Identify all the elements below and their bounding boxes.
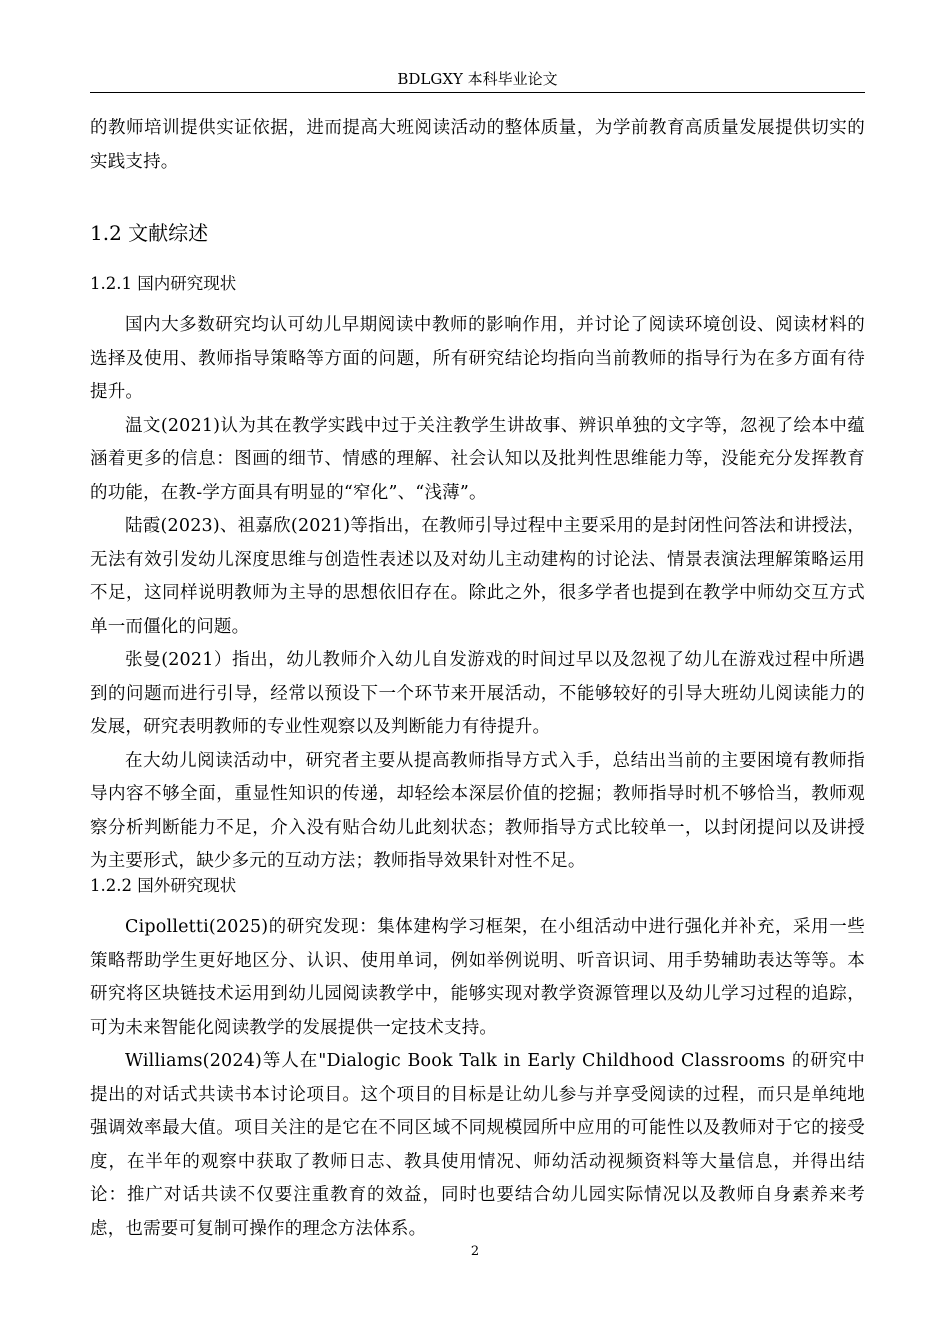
page-header — [90, 66, 865, 93]
foreign-paragraph-2: Williams(2024)等人在"Dialogic Book Talk in Early Childhood Classrooms 的研究中提出的对话式共读书本讨论项目。这个项目的目标是让幼儿参与并享受阅读的过程，而只是单纯地强调效率最大值。项目关注的是它在不同区域不同规模园所中应用的可能性以及教师对于它的接受度，在半年的观察中获取了教师日志、教具使用情况、师幼活动视频资料等大量信息，并得出结论：推广对话共读不仅要注重教育的效益，同时也要结合幼儿园实际情况以及教师自身素养来考虑，也需要可复制可操作的理念方法体系。 — [90, 1051, 865, 1239]
domestic-block — [90, 309, 865, 879]
domestic-paragraph-5: 在大幼儿阅读活动中，研究者主要从提高教师指导方式入手，总结出当前的主要困境有教师指导内容不够全面，重显性知识的传递，却轻绘本深层价值的挖掘；教师指导时机不够恰当，教师观察分析判断能力不足，介入没有贴合幼儿此刻状态；教师指导方式比较单一，以封闭提问以及讲授为主要形式，缺少多元的互动方法；教师指导效果针对性不足。 — [90, 750, 865, 871]
foreign-paragraph-1: Cipolletti(2025)的研究发现：集体建构学习框架，在小组活动中进行强化并补充，采用一些策略帮助学生更好地区分、认识、使用单词，例如举例说明、听音识词、用手势辅助表达等等。本研究将区块链技术运用到幼儿园阅读教学中，能够实现对教学资源管理以及幼儿学习过程的追踪，可为未来智能化阅读教学的发展提供一定技术支持。 — [90, 917, 865, 1038]
foreign-block — [90, 911, 865, 1246]
foreign-subsection-title: 1.2.2 国外研究现状 — [90, 876, 237, 895]
domestic-paragraph-2: 温文(2021)认为其在教学实践中过于关注教学生讲故事、辨识单独的文字等，忽视了绘本中蕴涵着更多的信息：图画的细节、情感的理解、社会认知以及批判性思维能力等，没能充分发挥教育的功能，在教-学方面具有明显的“窄化”、“浅薄”。 — [90, 415, 865, 503]
header-title: BDLGXY 本科毕业论文 — [397, 70, 558, 88]
intro-paragraph: 的教师培训提供实证依据，进而提高大班阅读活动的整体质量，为学前教育高质量发展提供切实的实践支持。 — [90, 118, 865, 172]
domestic-subsection-title: 1.2.1 国内研究现状 — [90, 274, 237, 293]
domestic-paragraph-3: 陆霞(2023)、祖嘉欣(2021)等指出，在教师引导过程中主要采用的是封闭性问答法和讲授法，无法有效引发幼儿深度思维与创造性表述以及对幼儿主动建构的讨论法、情景表演法理解策略运用不足，这同样说明教师为主导的思想依旧存在。除此之外，很多学者也提到在教学中师幼交互方式单一而僵化的问题。 — [90, 516, 865, 637]
page-number: 2 — [470, 1244, 480, 1259]
domestic-paragraph-1: 国内大多数研究均认可幼儿早期阅读中教师的影响作用，并讨论了阅读环境创设、阅读材料的选择及使用、教师指导策略等方面的问题，所有研究结论均指向当前教师的指导行为在多方面有待提升。 — [90, 315, 865, 402]
intro-block — [90, 112, 865, 179]
domestic-paragraph-4: 张曼(2021）指出，幼儿教师介入幼儿自发游戏的时间过早以及忽视了幼儿在游戏过程中所遇到的问题而进行引导，经常以预设下一个环节来开展活动，不能够较好的引导大班幼儿阅读能力的发展，研究表明教师的专业性观察以及判断能力有待提升。 — [90, 650, 865, 737]
section-title: 1.2 文献综述 — [90, 221, 209, 245]
